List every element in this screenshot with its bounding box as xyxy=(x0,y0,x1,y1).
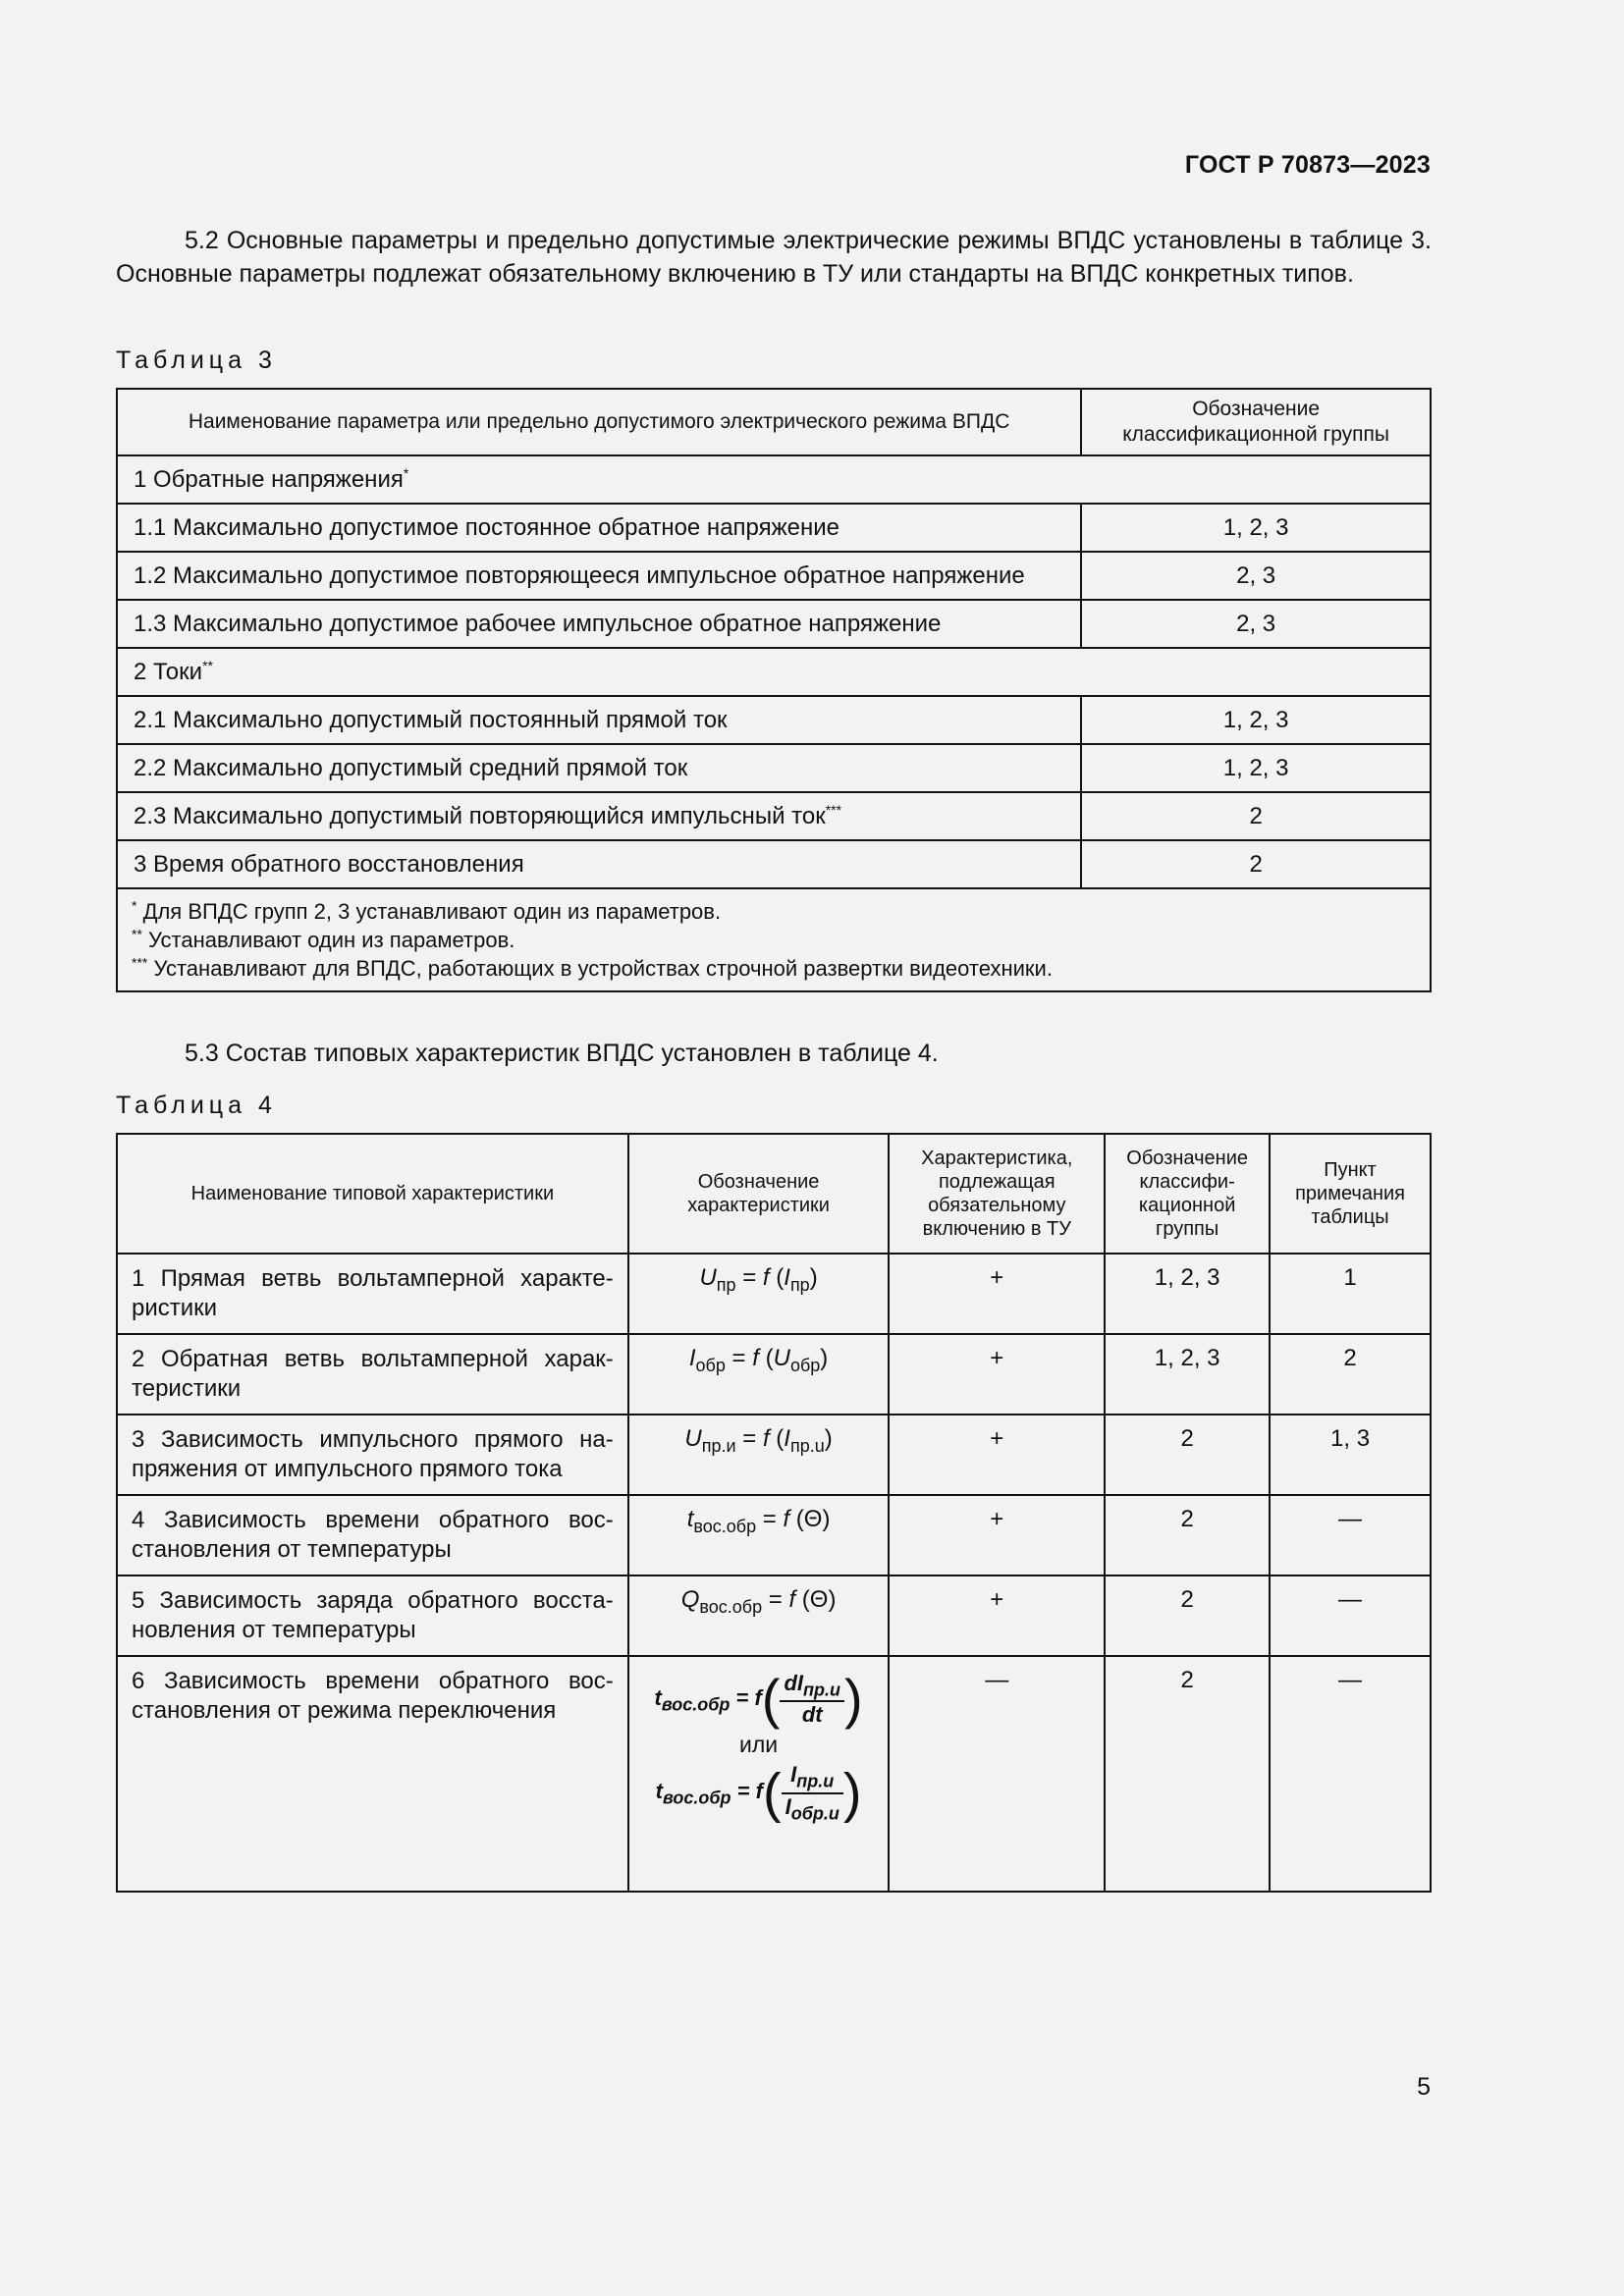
table-cell-required: + xyxy=(889,1254,1105,1334)
footnote-mark: * xyxy=(403,464,409,481)
table-cell-group: 2 xyxy=(1105,1656,1270,1892)
table-cell-symbol-formulas xyxy=(628,1656,890,1892)
table-row xyxy=(117,552,1431,600)
table-3-header-name: Наименование параметра или предельно допустимого электрического режима ВПДС xyxy=(117,389,1081,455)
table-cell-name: 1 Обратные напряжения* xyxy=(117,455,1431,504)
table-cell-group: 2 xyxy=(1081,840,1431,888)
table-cell-group: 1, 2, 3 xyxy=(1105,1254,1270,1334)
table-4-header-name: Наименование типовой характеристики xyxy=(117,1134,628,1254)
table-cell-group: 2 xyxy=(1105,1575,1270,1656)
table-cell-group: 2, 3 xyxy=(1081,600,1431,648)
table-row xyxy=(117,1415,1431,1495)
table-cell-note: — xyxy=(1270,1575,1431,1656)
table-cell-required: + xyxy=(889,1575,1105,1656)
table-cell-group: 2 xyxy=(1105,1415,1270,1495)
table-3-notes xyxy=(117,888,1431,991)
table-cell-name: 2 Токи** xyxy=(117,648,1431,696)
footnote: *** Устанавливают для ВПДС, работающих в устройствах строчной развертки видеотехники. xyxy=(132,954,1053,981)
table-cell-symbol: $U_{пр} = f$ $(I_{пр})$ xyxy=(628,1254,890,1334)
table-row xyxy=(117,1656,1431,1892)
table-row xyxy=(117,1575,1431,1656)
table-row xyxy=(117,840,1431,888)
table-4-header-row xyxy=(117,1134,1431,1254)
formula-or-text: или xyxy=(739,1732,779,1758)
paragraph-5-3: 5.3 Состав типовых характеристик ВПДС установлен в таблице 4. xyxy=(185,1040,939,1067)
footnote-mark: *** xyxy=(825,801,842,818)
table-cell-name: 1 Прямая ветвь вольтамперной характе-ристики xyxy=(117,1254,628,1334)
table-cell-note: 1 xyxy=(1270,1254,1431,1334)
table-cell-group: 1, 2, 3 xyxy=(1081,696,1431,744)
table-4-header-symbol: Обозначение характеристики xyxy=(628,1134,890,1254)
table-4-caption: Таблица 4 xyxy=(116,1092,277,1119)
table-3 xyxy=(116,388,1432,992)
table-cell-symbol: $I_{обр} = f$ $(U_{обр})$ xyxy=(628,1334,890,1415)
table-cell-group: 2 xyxy=(1105,1495,1270,1575)
table-row xyxy=(117,455,1431,504)
table-cell-symbol: $Q_{вос.обр} = f$ (Θ) xyxy=(628,1575,890,1656)
table-3-header-group: Обозначение классификационной группы xyxy=(1081,389,1431,455)
table-cell-note: 1, 3 xyxy=(1270,1415,1431,1495)
table-cell-name: 3 Зависимость импульсного прямого на-пряжения от импульсного прямого тока xyxy=(117,1415,628,1495)
table-row xyxy=(117,696,1431,744)
table-cell-group: 1, 2, 3 xyxy=(1081,744,1431,792)
table-cell-group: 2 xyxy=(1081,792,1431,840)
table-cell-name: 3 Время обратного восстановления xyxy=(117,840,1081,888)
table-3-notes-row xyxy=(117,888,1431,991)
table-cell-name: 2.3 Максимально допустимый повторяющийся импульсный ток*** xyxy=(117,792,1081,840)
table-cell-name: 4 Зависимость времени обратного вос-становления от температуры xyxy=(117,1495,628,1575)
table-row xyxy=(117,648,1431,696)
table-row xyxy=(117,1334,1431,1415)
table-cell-name: 2 Обратная ветвь вольтамперной харак-теристики xyxy=(117,1334,628,1415)
table-cell-required: — xyxy=(889,1656,1105,1892)
footnote: ** Устанавливают один из параметров. xyxy=(132,926,515,952)
table-4-header-required: Характеристика, подлежащая обязательному включению в ТУ xyxy=(889,1134,1105,1254)
table-cell-name: 1.2 Максимально допустимое повторяющееся импульсное обратное напряжение xyxy=(117,552,1081,600)
table-cell-group: 1, 2, 3 xyxy=(1105,1334,1270,1415)
table-3-header-row xyxy=(117,389,1431,455)
table-cell-group: 1, 2, 3 xyxy=(1081,504,1431,552)
document-number-header: ГОСТ Р 70873—2023 xyxy=(1184,151,1431,179)
table-cell-name: 1.1 Максимально допустимое постоянное обратное напряжение xyxy=(117,504,1081,552)
table-cell-required: + xyxy=(889,1334,1105,1415)
table-row xyxy=(117,600,1431,648)
table-cell-name: 1.3 Максимально допустимое рабочее импульсное обратное напряжение xyxy=(117,600,1081,648)
table-cell-note: 2 xyxy=(1270,1334,1431,1415)
formula-2: $t_{вос.обр} = f$( $\frac{I_{пр.и}}{I_{обр.и}}$ ) xyxy=(655,1761,862,1824)
table-row xyxy=(117,792,1431,840)
table-cell-note: — xyxy=(1270,1656,1431,1892)
table-cell-symbol: $U_{пр.и} = f$ $(I_{пр.u})$ xyxy=(628,1415,890,1495)
table-cell-symbol: $t_{вос.обр} = f$ (Θ) xyxy=(628,1495,890,1575)
table-cell-name: 5 Зависимость заряда обратного восста-новления от температуры xyxy=(117,1575,628,1656)
table-row xyxy=(117,504,1431,552)
table-3-caption: Таблица 3 xyxy=(116,347,277,374)
table-cell-name: 2.1 Максимально допустимый постоянный прямой ток xyxy=(117,696,1081,744)
table-4-header-group: Обозначение классифи-кационной группы xyxy=(1105,1134,1270,1254)
footnote: * Для ВПДС групп 2, 3 устанавливают один из параметров. xyxy=(132,897,722,924)
footnote-mark: ** xyxy=(202,657,213,673)
table-cell-required: + xyxy=(889,1495,1105,1575)
table-row xyxy=(117,744,1431,792)
table-cell-name: 6 Зависимость времени обратного вос-становления от режима переключения xyxy=(117,1656,628,1892)
formula-1: $t_{вос.обр} = f$( $\frac{dI_{пр.и}}{dt}$ ) xyxy=(654,1668,863,1731)
table-cell-name: 2.2 Максимально допустимый средний прямой ток xyxy=(117,744,1081,792)
table-row xyxy=(117,1254,1431,1334)
table-cell-required: + xyxy=(889,1415,1105,1495)
page-number: 5 xyxy=(1417,2073,1431,2101)
table-4 xyxy=(116,1133,1432,1893)
table-row xyxy=(117,1495,1431,1575)
table-4-header-note: Пункт примечания таблицы xyxy=(1270,1134,1431,1254)
table-cell-group: 2, 3 xyxy=(1081,552,1431,600)
paragraph-5-2: 5.2 Основные параметры и предельно допустимые электрические режимы ВПДС установлены в таблице 3. Основные параметры подлежат обязательному включению в ТУ или стандарты на ВПДС конкретных типов. xyxy=(116,227,1432,288)
table-cell-note: — xyxy=(1270,1495,1431,1575)
